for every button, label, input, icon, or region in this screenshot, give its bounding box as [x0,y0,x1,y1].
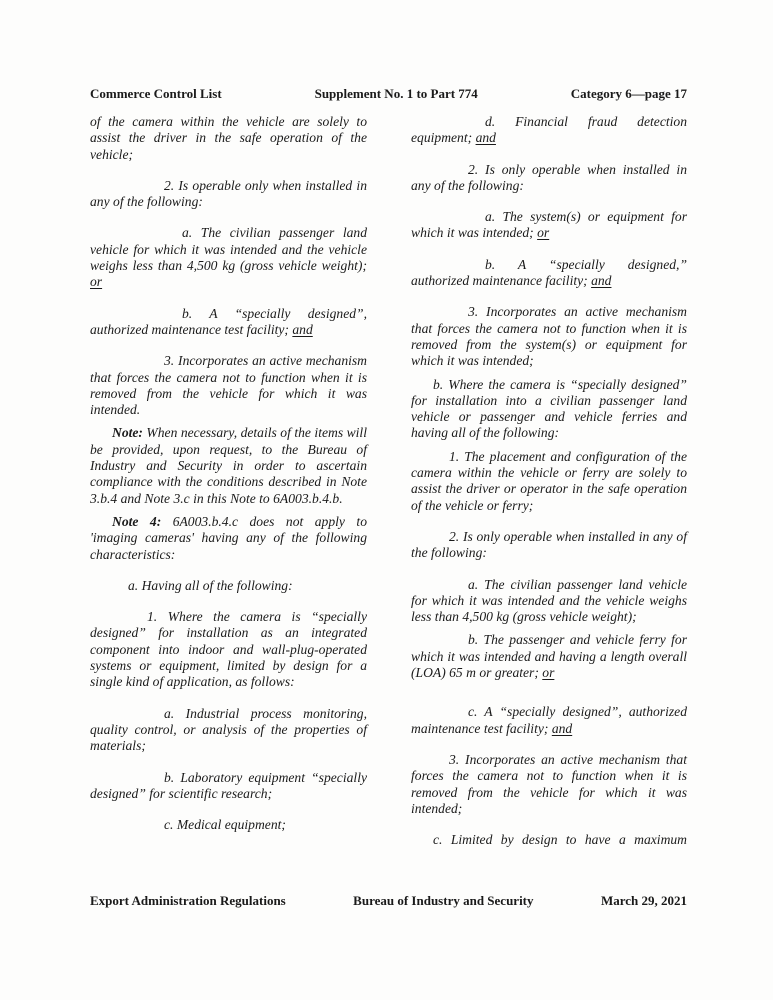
paragraph [90,225,367,290]
note-label: Note 4: [112,513,162,529]
paragraph [411,209,687,242]
paragraph [90,425,367,506]
text-run: 3. Incorporates an active mechanism that forces the camera not to function when it is removed from the vehicle for which it was intended; [411,751,687,816]
column-right [411,114,687,848]
text-run: 2. Is only operable when installed in any of the following: [411,528,687,561]
text-run: b. A “specially designed,” authorized maintenance facility; [411,256,687,289]
text-run: 2. Is only operable when installed in any of the following: [411,161,687,193]
header-left-title: Commerce Control List [90,86,222,101]
text-run: a. Industrial process monitoring, quality control, or analysis of the properties of materials; [90,705,367,754]
conjunction-emphasis: and [292,321,313,337]
page-header [90,87,687,101]
paragraph [90,706,367,755]
paragraph [90,817,367,833]
text-run: c. Limited by design to have a maximum [433,832,687,848]
paragraph [90,306,367,339]
paragraph [411,832,687,848]
footer-left-title: Export Administration Regulations [90,893,286,908]
paragraph [411,449,687,514]
text-run: a. The civilian passenger land vehicle for which it was intended and the vehicle weighs less than 4,500 kg (gross vehicle weight); [411,576,687,625]
footer-date: March 29, 2021 [600,893,687,908]
paragraph [90,578,367,594]
text-run: When necessary, details of the items will be provided, upon request, to the Bureau of Industry and Security in order to ascertain compliance with the conditions described in Note 3.b.4 and Note 3.c in this Note to 6A003.b.4.b. [90,425,367,506]
text-run: of the camera within the vehicle are solely to assist the driver in the safe operation of the vehicle; [90,114,367,162]
paragraph [90,514,367,563]
conjunction-emphasis: and [591,273,612,289]
paragraph [90,114,367,163]
text-run: b. Where the camera is “specially designed” for installation into a civilian passenger land vehicle or passenger and vehicle ferries and having all of the following: [411,376,687,441]
text-run: 1. The placement and configuration of the camera within the vehicle or ferry are solely to assist the driver or operator in the safe operation of the vehicle or ferry; [411,448,687,513]
conjunction-emphasis: and [475,130,496,146]
text-run: d. Financial fraud detection equipment; [411,114,687,146]
text-run: a. The civilian passenger land vehicle for which it was intended and the vehicle weighs less than 4,500 kg (gross vehicle weight); [90,225,367,274]
paragraph [90,353,367,418]
paragraph [411,114,687,147]
note-label: Note: [112,425,143,441]
text-run: b. Laboratory equipment “specially designed” for scientific research; [90,769,367,801]
text-run: b. The passenger and vehicle ferry for which it was intended and having a length overall (LOA) 65 m or greater; [411,632,687,681]
text-run: a. Having all of the following: [128,577,293,593]
conjunction-emphasis: or [90,274,103,290]
conjunction-emphasis: or [542,665,555,681]
document-body [90,114,687,848]
header-page-number: Category 6—page 17 [570,86,687,101]
paragraph [411,257,687,290]
text-run: c. A “specially designed”, authorized maintenance test facility; [411,704,687,736]
conjunction-emphasis: and [551,720,573,736]
footer-center-title: Bureau of Industry and Security [353,893,534,908]
paragraph [411,377,687,442]
conjunction-emphasis: or [537,225,550,241]
paragraph [411,304,687,369]
paragraph [411,162,687,195]
paragraph [411,632,687,681]
column-left [90,114,367,848]
text-run: a. The system(s) or equipment for which it was intended; [411,209,687,241]
text-run: 2. Is operable only when installed in any of the following: [90,177,367,210]
paragraph [411,577,687,626]
text-run: b. A “specially designed”, authorized maintenance test facility; [90,305,367,337]
text-run: 6A003.b.4.c does not apply to 'imaging cameras' having any of the following characteristics: [90,513,367,562]
paragraph [90,609,367,690]
text-run: 3. Incorporates an active mechanism that forces the camera not to function when it is removed from the system(s) or equipment for which it was intended; [411,304,687,369]
header-center-title: Supplement No. 1 to Part 774 [314,86,478,101]
page-footer [90,894,687,908]
paragraph [90,178,367,211]
paragraph [90,770,367,803]
paragraph [411,704,687,737]
paragraph [411,529,687,562]
text-run: 3. Incorporates an active mechanism that forces the camera not to function when it is removed from the vehicle for which it was intended. [90,353,367,418]
text-run: 1. Where the camera is “specially designed” for installation as an integrated component into indoor and wall-plug-operated systems or equipment, limited by design for a single kind of application, as follows: [90,609,367,690]
paragraph [411,752,687,817]
text-run: c. Medical equipment; [164,817,286,833]
